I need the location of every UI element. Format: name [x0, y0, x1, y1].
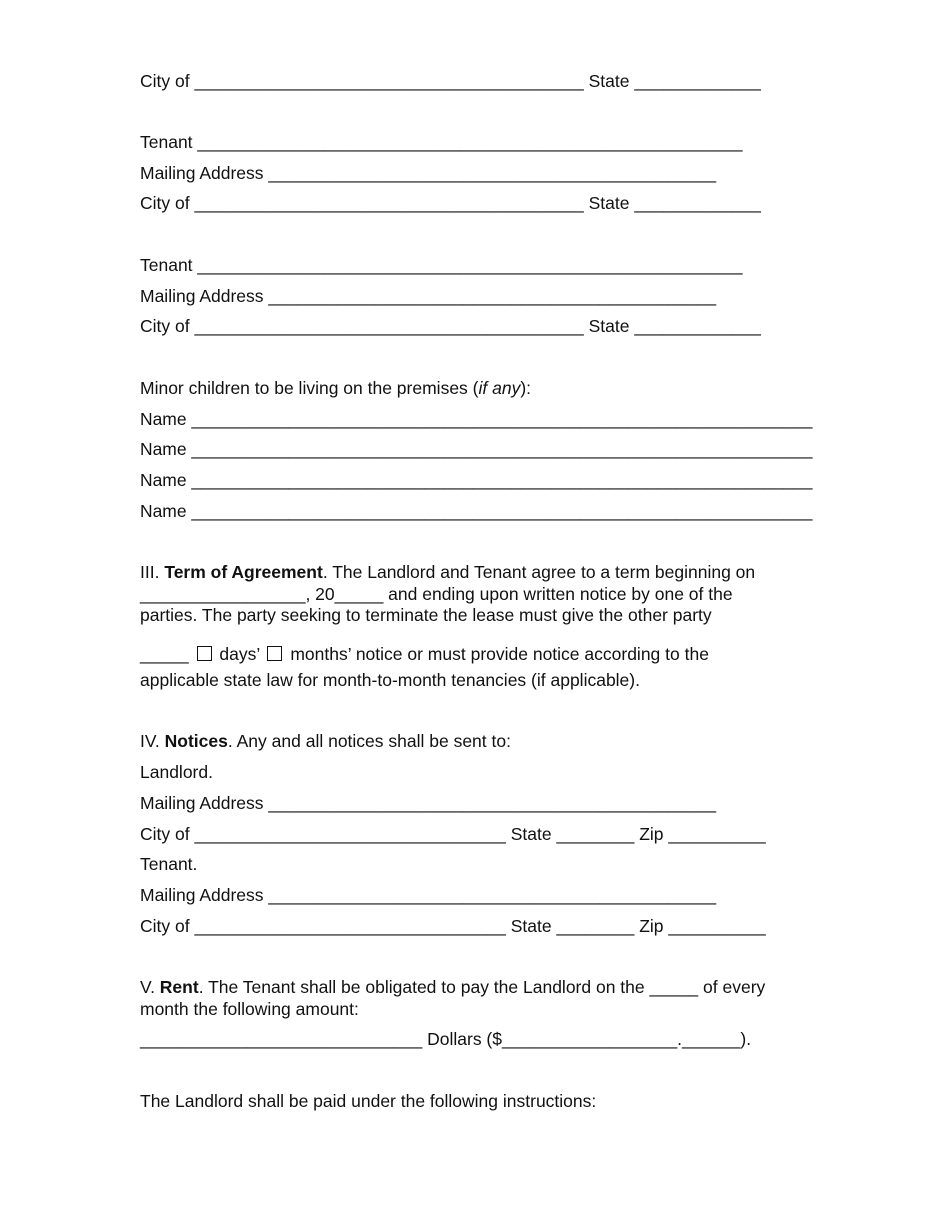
notices-section-number: IV.: [140, 731, 165, 751]
minor-child-name-line: Name ________________________________________________________________: [140, 470, 813, 490]
term-section-line4: [140, 643, 709, 665]
tenant-name-line: Tenant ________________________________________________________: [140, 132, 743, 152]
minor-child-name-line: Name ________________________________________________________________: [140, 501, 813, 521]
notices-section-intro: [140, 730, 511, 752]
notices-tenant-mailing-line: Mailing Address ______________________________________________: [140, 885, 717, 905]
notices-tenant-label: Tenant.: [140, 854, 198, 874]
rent-section-line1: [140, 976, 765, 998]
minor-child-name-line: Name ________________________________________________________________: [140, 409, 813, 429]
tenant-city-state-line: City of ________________________________________ State _____________: [140, 316, 761, 336]
rent-instructions-line: The Landlord shall be paid under the following instructions:: [140, 1091, 597, 1111]
tenant-name-line: Tenant ________________________________________________________: [140, 255, 743, 275]
notices-landlord-label: Landlord.: [140, 762, 213, 782]
minor-children-intro: [140, 377, 531, 399]
tenant-mailing-address-line: Mailing Address ______________________________________________: [140, 286, 717, 306]
rent-section-line2: month the following amount:: [140, 999, 359, 1019]
notices-section-intro-rest: . Any and all notices shall be sent to:: [227, 731, 511, 751]
term-section-number: III.: [140, 562, 165, 582]
notices-tenant-city-line: City of ________________________________ State ________ Zip __________: [140, 916, 766, 936]
term-section-line3: parties. The party seeking to terminate the lease must give the other party: [140, 605, 712, 625]
term-section-line5: applicable state law for month-to-month tenancies (if applicable).: [140, 670, 640, 690]
months-label: months’ notice or must provide notice according to the: [285, 644, 709, 664]
notices-landlord-mailing-line: Mailing Address ______________________________________________: [140, 793, 717, 813]
tenant-city-state-line: City of ________________________________________ State _____________: [140, 193, 761, 213]
rent-amount-line: _____________________________ Dollars ($__________________.______).: [140, 1029, 752, 1049]
term-section-line2: _________________, 20_____ and ending upon written notice by one of the: [140, 584, 733, 604]
minor-children-intro-italic: if any: [478, 378, 521, 398]
minor-child-name-line: Name ________________________________________________________________: [140, 439, 813, 459]
landlord-city-state-line: City of ________________________________________ State _____________: [140, 71, 761, 91]
notice-period-blank: _____: [140, 644, 194, 664]
notices-landlord-city-line: City of ________________________________ State ________ Zip __________: [140, 824, 766, 844]
months-checkbox[interactable]: [267, 646, 282, 661]
days-checkbox[interactable]: [197, 646, 212, 661]
term-section-line1-rest: . The Landlord and Tenant agree to a term beginning on: [322, 562, 756, 582]
minor-children-intro-prefix: Minor children to be living on the premises (: [140, 378, 479, 398]
tenant-mailing-address-line: Mailing Address ______________________________________________: [140, 163, 717, 183]
notices-section-heading: Notices: [164, 731, 228, 751]
term-section-line1: [140, 561, 755, 583]
rent-section-heading: Rent: [159, 977, 199, 997]
term-section-heading: Term of Agreement: [164, 562, 323, 582]
rent-section-number: V.: [140, 977, 160, 997]
rent-section-line1-rest: . The Tenant shall be obligated to pay the Landlord on the _____ of every: [198, 977, 766, 997]
days-label: days’: [214, 644, 265, 664]
minor-children-intro-suffix: ):: [520, 378, 532, 398]
